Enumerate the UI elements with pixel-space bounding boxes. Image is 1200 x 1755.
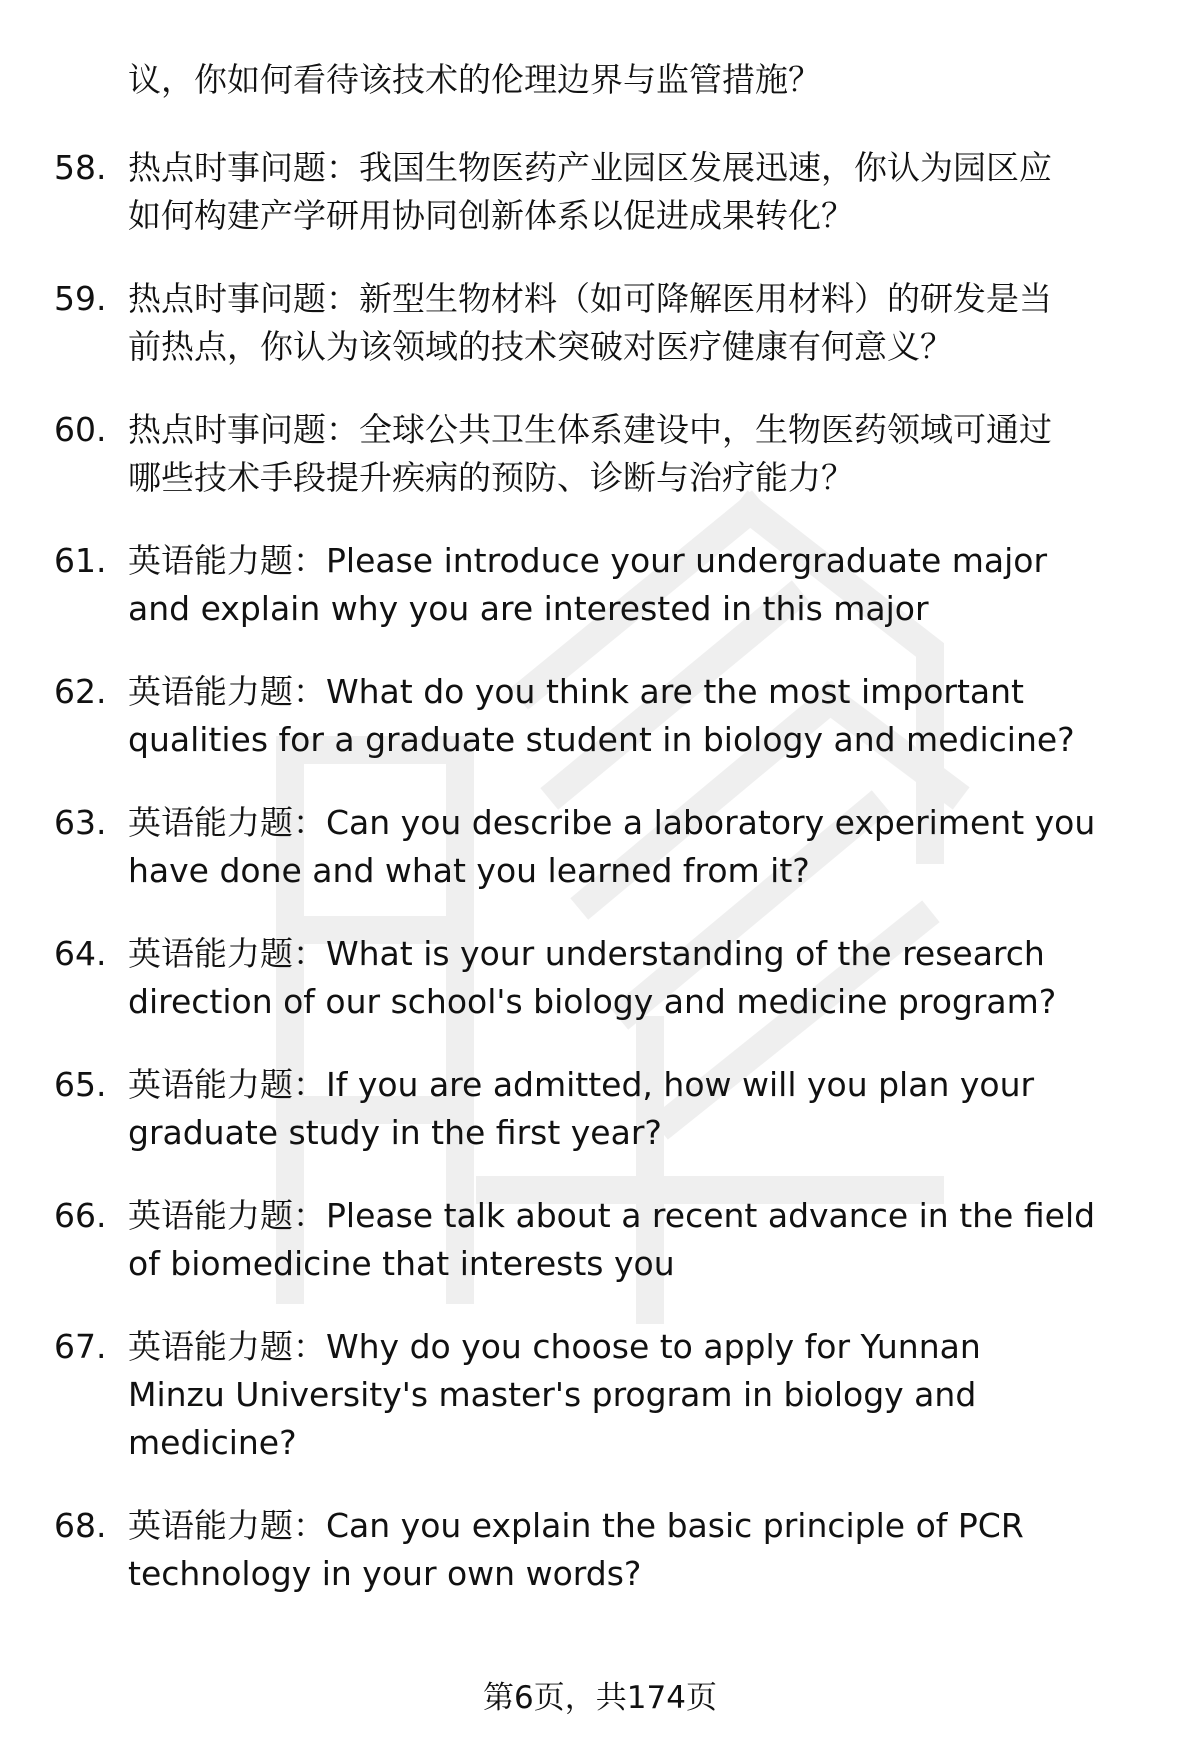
question-number: 62.	[54, 672, 107, 711]
question-number: 66.	[54, 1196, 107, 1235]
question-number: 65.	[54, 1065, 107, 1104]
question-text-line: medicine?	[128, 1423, 297, 1462]
question-item	[0, 1502, 1200, 1598]
question-text-line: 英语能力题：Why do you choose to apply for Yunnan	[128, 1327, 981, 1366]
question-text	[128, 1323, 1138, 1467]
question-number: 64.	[54, 934, 107, 973]
question-item	[0, 537, 1200, 633]
page-footer-number: 第6页，共174页	[483, 1680, 717, 1716]
question-text-line: 英语能力题：What is your understanding of the research	[128, 934, 1045, 973]
question-text-line: Minzu University's master's program in biology and	[128, 1375, 977, 1414]
question-item	[0, 406, 1200, 502]
question-text-line: 热点时事问题：我国生物医药产业园区发展迅速，你认为园区应	[128, 148, 1052, 187]
question-text-line: direction of our school's biology and medicine program?	[128, 982, 1057, 1021]
question-text-line: technology in your own words?	[128, 1554, 642, 1593]
question-item	[0, 144, 1200, 240]
question-text-line: 热点时事问题：全球公共卫生体系建设中，生物医药领域可通过	[128, 410, 1052, 449]
question-text	[128, 799, 1138, 895]
question-number: 67.	[54, 1327, 107, 1366]
question-text-line: 英语能力题：Can you explain the basic principle of PCR	[128, 1506, 1024, 1545]
question-text-line: 如何构建产学研用协同创新体系以促进成果转化？	[128, 196, 854, 235]
question-list	[0, 144, 1200, 1633]
question-text	[128, 930, 1138, 1026]
question-item	[0, 1061, 1200, 1157]
question-item	[0, 930, 1200, 1026]
question-text	[128, 275, 1138, 371]
question-text-line: 英语能力题：Please introduce your undergraduate major	[128, 541, 1048, 580]
question-text	[128, 537, 1138, 633]
question-text-line: 英语能力题：If you are admitted, how will you plan your	[128, 1065, 1035, 1104]
question-text-line: 热点时事问题：新型生物材料（如可降解医用材料）的研发是当	[128, 279, 1052, 318]
continued-question-text: 议，你如何看待该技术的伦理边界与监管措施？	[128, 60, 821, 99]
question-text	[128, 144, 1138, 240]
question-text	[128, 1192, 1138, 1288]
question-number: 63.	[54, 803, 107, 842]
question-number: 59.	[54, 279, 107, 318]
question-item	[0, 275, 1200, 371]
question-text-line: qualities for a graduate student in biology and medicine?	[128, 720, 1075, 759]
question-item	[0, 799, 1200, 895]
question-text-line: and explain why you are interested in this major	[128, 589, 929, 628]
question-text-line: of biomedicine that interests you	[128, 1244, 675, 1283]
question-number: 68.	[54, 1506, 107, 1545]
question-text-line: 英语能力题：What do you think are the most important	[128, 672, 1024, 711]
question-text-line: 英语能力题：Please talk about a recent advance in the field	[128, 1196, 1096, 1235]
question-text-line: have done and what you learned from it?	[128, 851, 810, 890]
question-text-line: 哪些技术手段提升疾病的预防、诊断与治疗能力？	[128, 458, 854, 497]
question-text	[128, 1502, 1138, 1598]
question-text-line: graduate study in the first year?	[128, 1113, 662, 1152]
question-item	[0, 1323, 1200, 1467]
question-number: 58.	[54, 148, 107, 187]
question-item	[0, 1192, 1200, 1288]
question-item	[0, 668, 1200, 764]
question-text-line: 英语能力题：Can you describe a laboratory experiment you	[128, 803, 1096, 842]
question-text-line: 前热点，你认为该领域的技术突破对医疗健康有何意义？	[128, 327, 953, 366]
question-text	[128, 1061, 1138, 1157]
question-text	[128, 406, 1138, 502]
question-number: 61.	[54, 541, 107, 580]
question-text	[128, 668, 1138, 764]
question-number: 60.	[54, 410, 107, 449]
